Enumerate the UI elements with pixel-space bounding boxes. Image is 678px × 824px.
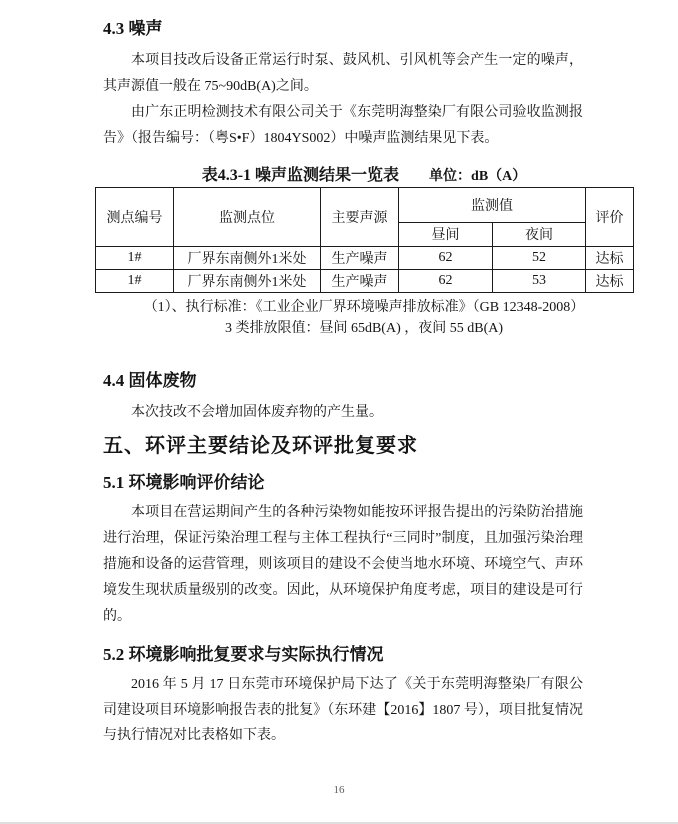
table-cell-location: 厂界东南侧外1米处 <box>174 269 321 292</box>
section-5-1-heading: 5.1 环境影响评价结论 <box>103 473 265 493</box>
table-cell-evaluation: 达标 <box>586 269 634 292</box>
table-header-location: 监测点位 <box>174 187 321 246</box>
section-4-3-paragraph-1: 本项目技改后设备正常运行时泵、鼓风机、引风机等会产生一定的噪声，其声源值一般在 75~90dB(A)之间。 <box>103 53 583 94</box>
section-5-1-paragraph-1: 本项目在营运期间产生的各种污染物如能按环评报告提出的污染防治措施进行治理，保证污染治理工程与主体工程执行“三同时”制度，且加强污染治理措施和设备的运营管理，则该项目的建设不会使当地水环境、环境空气、声环境发生现状质量级别的改变。因此，从环境保护角度考虑，项目的建设是可行的。 <box>103 505 583 624</box>
table-header-night: 夜间 <box>493 222 586 246</box>
table-cell-night-value: 52 <box>493 246 586 269</box>
noise-table-title: 表4.3-1 噪声监测结果一览表 <box>201 166 400 184</box>
section-5-heading: 五、环评主要结论及环评批复要求 <box>103 435 418 458</box>
table-header-day: 昼间 <box>399 222 493 246</box>
table-cell-day-value: 62 <box>399 246 493 269</box>
table-cell-point-id: 1# <box>96 269 174 292</box>
section-4-4-heading: 4.4 固体废物 <box>103 371 197 391</box>
table-cell-source: 生产噪声 <box>321 246 399 269</box>
noise-monitoring-table <box>95 187 634 293</box>
table-cell-point-id: 1# <box>96 246 174 269</box>
table-cell-location: 厂界东南侧外1米处 <box>174 246 321 269</box>
section-4-3-paragraph-2: 由广东正明检测技术有限公司关于《东莞明海整染厂有限公司验收监测报告》（报告编号：（粤S•F）1804YS002）中噪声监测结果见下表。 <box>103 104 583 146</box>
table-note-line-1: （1）、执行标准：《工业企业厂界环境噪声排放标准》（GB 12348-2008） <box>143 299 585 315</box>
table-row <box>96 246 634 269</box>
page-number: 16 <box>333 784 345 796</box>
table-header-value-group: 监测值 <box>399 187 586 222</box>
table-header-point-id: 测点编号 <box>96 187 174 246</box>
table-cell-night-value: 53 <box>493 269 586 292</box>
section-spacer <box>103 340 583 370</box>
table-cell-evaluation: 达标 <box>586 246 634 269</box>
table-header-source: 主要声源 <box>321 187 399 246</box>
noise-table-notes <box>95 297 633 340</box>
table-cell-source: 生产噪声 <box>321 269 399 292</box>
noise-table-unit-label: 单位：dB（A） <box>429 168 527 184</box>
table-header-evaluation: 评价 <box>586 187 634 246</box>
table-note-line-2: 3 类排放限值：昼间 65dB(A) ，夜间 55 dB(A) <box>224 321 504 337</box>
section-5-2-heading: 5.2 环境影响批复要求与实际执行情况 <box>103 644 384 664</box>
section-4-4-paragraph-1: 本次技改不会增加固体废弃物的产生量。 <box>131 405 383 421</box>
section-5-2-paragraph-1: 2016 年 5 月 17 日东莞市环境保护局下达了《关于东莞明海整染厂有限公司建设项目环境影响报告表的批复》（东环建【2016】1807 号），项目批复情况与执行情况对比表格如下表。 <box>103 676 583 744</box>
section-4-3-heading: 4.3 噪声 <box>103 19 163 38</box>
table-cell-day-value: 62 <box>399 269 493 292</box>
noise-table-caption-row <box>95 162 633 185</box>
table-row <box>96 269 634 292</box>
